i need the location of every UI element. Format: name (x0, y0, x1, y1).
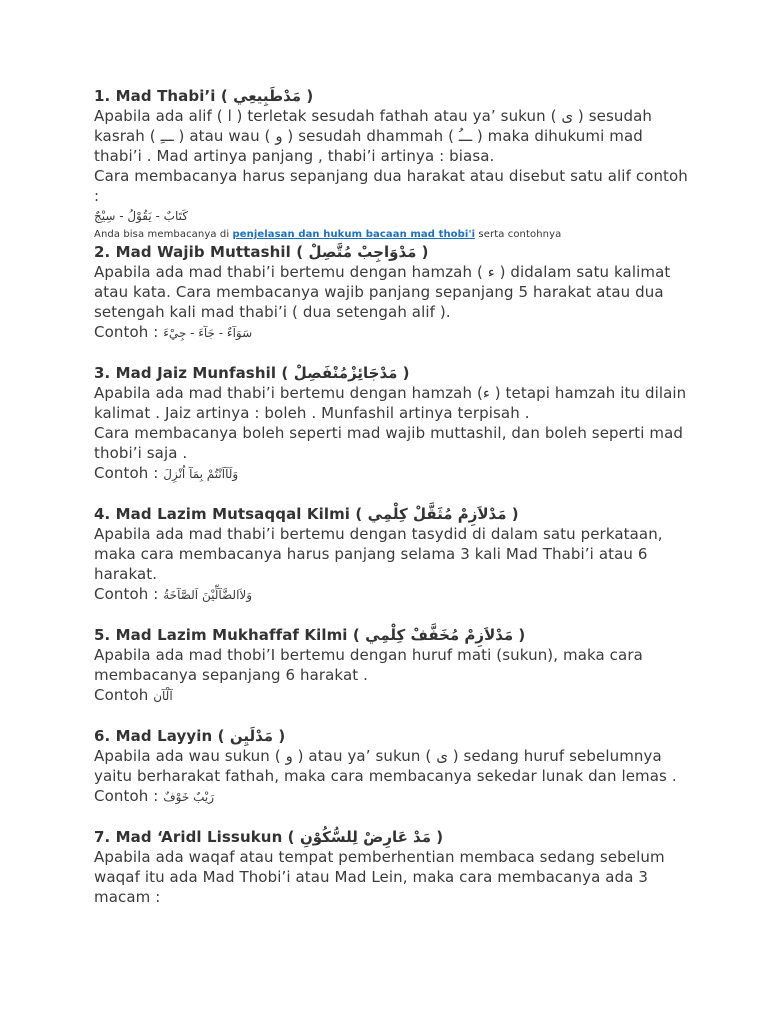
section-heading: 4. Mad Lazim Mutsaqqal Kilmi ( مَدْلاَزِمْ مُثَقَّلْ كِلْمِي ) (94, 505, 519, 523)
example-arabic: وَلَآاَنْتُمْ بِمَآ اُنْزِلَ (163, 467, 239, 481)
reference-link[interactable]: penjelasan dan hukum bacaan mad thobi'i (232, 229, 476, 240)
example-line (94, 584, 694, 605)
section-mad-thabii (94, 86, 694, 226)
example-label: Contoh : (94, 585, 159, 603)
section-paragraph: Cara membacanya harus sepanjang dua harakat atau disebut satu alif contoh : (94, 167, 688, 205)
section-heading: 1. Mad Thabi’i ( مَدْطَبِيعِي ) (94, 87, 314, 105)
section-heading: 7. Mad ‘Aridl Lissukun ( مَدْ عَارِضْ لِلسُّكُوْنِ ) (94, 828, 444, 846)
note-prefix: Anda bisa membacanya di (94, 229, 233, 240)
example-line (94, 786, 694, 807)
section-paragraph: Apabila ada mad thabi’i bertemu dengan hamzah (ء ) tetapi hamzah itu dilain kalimat . Jaiz artinya : boleh . Munfashil artinya terpisah . (94, 384, 687, 422)
spacer (94, 343, 694, 363)
section-mad-layyin (94, 726, 694, 807)
section-mad-jaiz-munfashil (94, 363, 694, 484)
example-arabic: وَلاَالضَّآلِّيْنَ اَلصَّآخَةُ (163, 588, 253, 602)
section-heading: 3. Mad Jaiz Munfashil ( مَدْجَائِزْمُنْفَصِلْ ) (94, 364, 410, 382)
section-paragraph: Apabila ada mad thabi’i bertemu dengan hamzah ( ء ) didalam satu kalimat atau kata. Cara membacanya wajib panjang sepanjang 5 harakat atau dua setengah kali mad thabi’i ( dua setengah alif ). (94, 263, 671, 321)
section-heading: 5. Mad Lazim Mukhaffaf Kilmi ( مَدْلاَزِمْ مُخَفَّفْ كِلْمِي ) (94, 626, 526, 644)
example-arabic: رَيْبٌ خَوْفٌ (163, 790, 215, 804)
spacer (94, 807, 694, 827)
example-label: Contoh (94, 686, 149, 704)
spacer (94, 605, 694, 625)
example-line (94, 685, 694, 706)
document-page (94, 86, 694, 907)
example-arabic: آلْآن (153, 689, 173, 703)
section-paragraph: Apabila ada mad thabi’i bertemu dengan tasydid di dalam satu perkataan, maka cara membacanya harus panjang selama 3 kali Mad Thabi’i atau 6 harakat. (94, 525, 663, 583)
example-label: Contoh : (94, 787, 159, 805)
section-mad-lazim-mutsaqqal-kilmi (94, 504, 694, 605)
section-paragraph: Apabila ada alif ( ا ) terletak sesudah fathah atau ya’ sukun ( ى ) sesudah kasrah ( ـــِ ) atau wau ( و ) sesudah dhammah ( ـــُ ) maka dihukumi mad thabi’i . Mad artinya panjang , thabi’i artinya : biasa. (94, 107, 653, 165)
example-arabic: كَتَابٌ - يَقُوْلُ - سِيْجٌ (94, 209, 188, 223)
example-label: Contoh : (94, 464, 159, 482)
section-mad-aridl-lissukun (94, 827, 694, 907)
example-arabic: سَوَآءٌ - جَآءَ - جِيْءَ (163, 326, 253, 340)
example-line (94, 322, 694, 343)
spacer (94, 484, 694, 504)
section-paragraph: Cara membacanya boleh seperti mad wajib muttashil, dan boleh seperti mad thobi’i saja . (94, 424, 683, 462)
section-paragraph: Apabila ada waqaf atau tempat pemberhentian membaca sedang sebelum waqaf itu ada Mad Thobi’i atau Mad Lein, maka cara membacanya ada 3 macam : (94, 848, 665, 906)
section-heading: 6. Mad Layyin ( مَدْلَيِن ) (94, 727, 286, 745)
section-heading: 2. Mad Wajib Muttashil ( مَدْوَاجِبْ مُتَّصِلْ ) (94, 243, 429, 261)
section-paragraph: Apabila ada wau sukun ( و ) atau ya’ sukun ( ى ) sedang huruf sebelumnya yaitu berharakat fathah, maka cara membacanya sekedar lunak dan lemas . (94, 747, 677, 785)
spacer (94, 706, 694, 726)
note-suffix: serta contohnya (475, 229, 562, 240)
section-paragraph: Apabila ada mad thobi’I bertemu dengan huruf mati (sukun), maka cara membacanya sepanjang 6 harakat . (94, 646, 643, 684)
section-mad-wajib-muttashil (94, 242, 694, 343)
example-line (94, 463, 694, 484)
section-mad-lazim-mukhaffaf-kilmi (94, 625, 694, 706)
reference-note (94, 228, 694, 242)
example-label: Contoh : (94, 323, 159, 341)
